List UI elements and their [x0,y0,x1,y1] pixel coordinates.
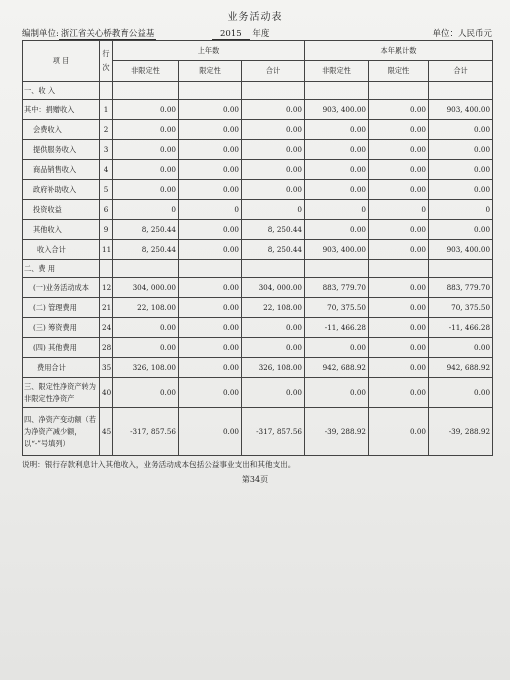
row-item-label: 收入合计 [23,240,100,260]
row-value [429,82,493,100]
col-prev-unrestricted: 非限定性 [113,61,179,82]
row-item-label: 商品销售收入 [23,160,100,180]
row-value [305,82,369,100]
row-value: 0.00 [242,180,305,200]
row-value: 8, 250.44 [113,240,179,260]
row-value: 0.00 [179,160,242,180]
row-value: 8, 250.44 [242,240,305,260]
row-value: 0.00 [369,140,429,160]
row-value: 883, 779.70 [429,278,493,298]
row-value: 0.00 [179,120,242,140]
table-row [23,120,493,140]
row-value: 0.00 [369,180,429,200]
row-seq: 3 [100,140,113,160]
row-value: 0.00 [113,318,179,338]
table-row [23,240,493,260]
row-value: 0 [429,200,493,220]
row-value: 0.00 [179,100,242,120]
row-value: 0 [242,200,305,220]
row-value: 0.00 [369,100,429,120]
row-item-label: 投资收益 [23,200,100,220]
table-row [23,82,493,100]
row-value: 0.00 [429,140,493,160]
row-value: 22, 108.00 [242,298,305,318]
row-value: 883, 779.70 [305,278,369,298]
table-row [23,220,493,240]
row-value: 0.00 [369,220,429,240]
row-value: 0.00 [179,298,242,318]
table-row [23,140,493,160]
row-item-label: (一)业务活动成本 [23,278,100,298]
row-value: 0.00 [113,338,179,358]
row-value: 0.00 [305,120,369,140]
row-value [113,260,179,278]
col-prev-restricted: 限定性 [179,61,242,82]
row-value [179,260,242,278]
row-seq: 28 [100,338,113,358]
row-value: 0.00 [242,140,305,160]
row-value: 0.00 [369,318,429,338]
footnote: 说明：银行存款利息计入其他收入，业务活动成本包括公益事业支出和其他支出。 [22,460,296,469]
row-value: 0.00 [242,160,305,180]
table-row [23,318,493,338]
row-seq: 40 [100,378,113,408]
row-value: 0.00 [429,160,493,180]
org-name: 浙江省关心桥教育公益基 [60,29,155,39]
row-value: 0 [369,200,429,220]
row-item-label: 二、费 用 [23,260,100,278]
row-value: 0.00 [369,338,429,358]
row-seq: 11 [100,240,113,260]
row-value: 304, 000.00 [242,278,305,298]
row-value: 0.00 [179,180,242,200]
table-row [23,338,493,358]
col-item: 项 目 [23,41,100,82]
row-seq: 5 [100,180,113,200]
row-value: 0.00 [429,120,493,140]
row-value: -317, 857.56 [113,408,179,456]
row-value: 0.00 [305,180,369,200]
row-value: 304, 000.00 [113,278,179,298]
row-seq: 4 [100,160,113,180]
row-value: 0 [113,200,179,220]
row-value: 0.00 [179,240,242,260]
row-item-label: 政府补助收入 [23,180,100,200]
row-value: 0.00 [305,220,369,240]
table-row [23,260,493,278]
row-value [242,260,305,278]
col-seq: 行次 [100,41,113,82]
row-value: 0.00 [242,338,305,358]
row-value: -11, 466.28 [429,318,493,338]
col-this-restricted: 限定性 [369,61,429,82]
row-value: 0.00 [242,318,305,338]
row-value: 0.00 [369,408,429,456]
row-value: 70, 375.50 [429,298,493,318]
row-value: 326, 108.00 [113,358,179,378]
row-value: 0.00 [369,278,429,298]
row-value: 0.00 [113,120,179,140]
row-seq [100,82,113,100]
row-value: 0 [179,200,242,220]
col-this-year: 本年累计数 [305,41,493,61]
table-row [23,358,493,378]
row-value: 0.00 [305,140,369,160]
org-label: 编制单位: [22,29,59,39]
row-value: 0.00 [179,278,242,298]
row-value: 0.00 [113,140,179,160]
row-value: 903, 400.00 [429,100,493,120]
row-value: 0.00 [179,338,242,358]
row-seq: 12 [100,278,113,298]
row-seq: 35 [100,358,113,378]
row-value: 0.00 [429,220,493,240]
document-title: 业务活动表 [227,12,283,23]
row-value: 0 [305,200,369,220]
row-value: 0.00 [113,378,179,408]
row-value: 0.00 [369,160,429,180]
row-value [242,82,305,100]
table-row [23,408,493,456]
col-this-unrestricted: 非限定性 [305,61,369,82]
row-value: 0.00 [369,358,429,378]
row-value: 0.00 [179,408,242,456]
row-value [179,82,242,100]
row-seq: 24 [100,318,113,338]
row-value: -317, 857.56 [242,408,305,456]
table-row [23,278,493,298]
row-value: 0.00 [369,240,429,260]
row-value [429,260,493,278]
table-row [23,200,493,220]
row-value: 0.00 [429,338,493,358]
row-value: 903, 400.00 [305,100,369,120]
row-item-label: 四、净资产变动额（若为净资产减少额，以“-”号填列） [23,408,100,456]
org-line [22,27,156,39]
row-item-label: 其中：捐赠收入 [23,100,100,120]
row-value: 903, 400.00 [305,240,369,260]
row-value: 0.00 [429,378,493,408]
row-item-label: (四) 其他费用 [23,338,100,358]
row-value: 0.00 [113,100,179,120]
row-seq: 45 [100,408,113,456]
row-value: 903, 400.00 [429,240,493,260]
year-line [212,27,269,39]
row-value: 0.00 [242,378,305,408]
row-item-label: 一、收 入 [23,82,100,100]
row-value: 0.00 [242,100,305,120]
row-seq [100,260,113,278]
row-value: 0.00 [179,140,242,160]
row-value: 22, 108.00 [113,298,179,318]
table-row [23,100,493,120]
row-value [369,82,429,100]
row-seq: 1 [100,100,113,120]
row-seq: 2 [100,120,113,140]
row-item-label: 三、限定性净资产转为非限定性净资产 [23,378,100,408]
row-value: 0.00 [305,338,369,358]
row-value: 942, 688.92 [305,358,369,378]
table-row [23,298,493,318]
row-value: 8, 250.44 [113,220,179,240]
col-prev-total: 合计 [242,61,305,82]
page-number: 第34页 [241,475,269,484]
row-item-label: 其他收入 [23,220,100,240]
row-value: 0.00 [113,180,179,200]
row-value: 0.00 [179,358,242,378]
activity-table [22,40,493,456]
row-value: 0.00 [113,160,179,180]
row-value: 0.00 [179,378,242,408]
row-value: -11, 466.28 [305,318,369,338]
row-value: 942, 688.92 [429,358,493,378]
row-value [369,260,429,278]
row-item-label: 提供服务收入 [23,140,100,160]
row-value: 70, 375.50 [305,298,369,318]
row-value: 0.00 [369,298,429,318]
row-value: 0.00 [305,378,369,408]
report-year: 2015 [212,29,250,40]
table-row [23,378,493,408]
col-this-total: 合计 [429,61,493,82]
row-value: 0.00 [305,160,369,180]
row-item-label: (三) 筹资费用 [23,318,100,338]
row-value: 0.00 [369,120,429,140]
row-value: 0.00 [242,120,305,140]
row-value [113,82,179,100]
table-row [23,180,493,200]
row-item-label: 费用合计 [23,358,100,378]
row-value: 326, 108.00 [242,358,305,378]
col-prev-year: 上年数 [113,41,305,61]
row-value: 0.00 [179,220,242,240]
row-seq: 6 [100,200,113,220]
row-value [305,260,369,278]
row-value: 8, 250.44 [242,220,305,240]
row-item-label: 会费收入 [23,120,100,140]
row-seq: 9 [100,220,113,240]
row-item-label: (二) 管理费用 [23,298,100,318]
row-value: -39, 288.92 [429,408,493,456]
row-value: -39, 288.92 [305,408,369,456]
row-seq: 21 [100,298,113,318]
row-value: 0.00 [179,318,242,338]
table-row [23,160,493,180]
currency-unit: 单位：人民币元 [432,29,492,39]
row-value: 0.00 [369,378,429,408]
row-value: 0.00 [429,180,493,200]
year-suffix: 年度 [252,29,270,39]
